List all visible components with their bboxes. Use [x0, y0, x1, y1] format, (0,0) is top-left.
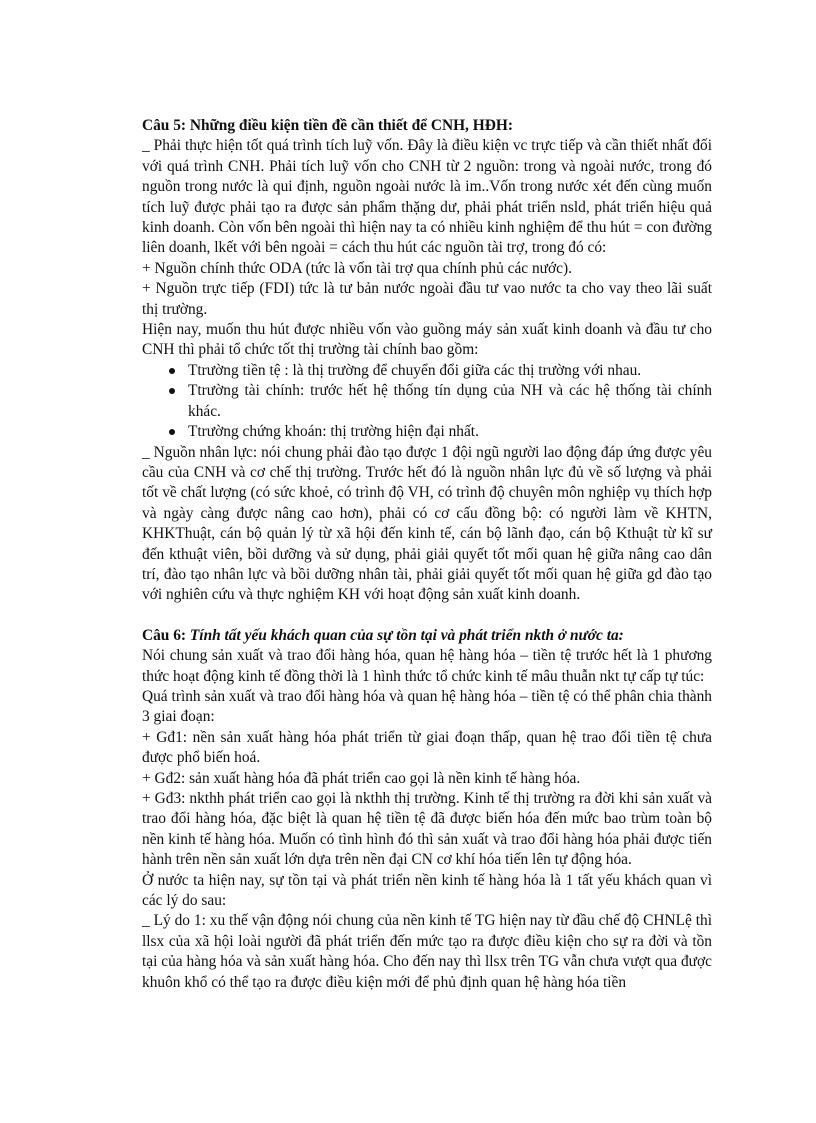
heading-emphasis: Tính tất yếu khách quan của sự tồn tại và phát triển nkth ở nước ta: [189, 626, 624, 644]
paragraph: Ở nước ta hiện nay, sự tồn tại và phát triển nền kinh tế hàng hóa là 1 tất yếu khách quan vì các lý do sau: [142, 871, 712, 910]
paragraph: Quá trình sản xuất và trao đổi hàng hóa và quan hệ hàng hóa – tiền tệ có thể phân chia thành 3 giai đoạn: [142, 687, 712, 726]
list-item [142, 422, 712, 442]
list-item-text: Ttrường tiền tệ : là thị trường để chuyển đổi giữa các thị trường với nhau. [188, 361, 642, 379]
list-item-text: Ttrường tài chính: trước hết hệ thống tín dụng của NH và các hệ thống tài chính khác. [188, 382, 712, 420]
paragraph: _ Nguồn nhân lực: nói chung phải đào tạo được 1 đội ngũ người lao động đáp ứng được yêu cầu của CNH và cơ chế thị trường. Trước hết đó là nguồn nhân lực đủ về số lượng và phải tốt về chất lượng (có sức khoẻ, có trình độ VH, có trình độ chuyên môn nghiệp vụ thích hợp và ngày càng được nâng cao hơn), phải có cơ cấu đồng bộ: có người làm về KHTN, KHKThuật, cán bộ quản lý từ xã hội đến kinh tế, cán bộ lãnh đạo, cán bộ Kthuật từ kĩ sư đến kthuật viên, bồi dưỡng và sử dụng, phải giải quyết tốt mối quan hệ giữa nâng cao dân trí, đào tạo nhân lực và bồi dưỡng nhân tài, phải giải quyết tốt mối quan hệ giữa gd đào tạo với nghiên cứu và thực nghiệm KH với hoạt động sản xuất kinh doanh. [142, 443, 712, 604]
section-spacer [142, 606, 712, 626]
bullet-icon [169, 368, 175, 374]
paragraph: + Nguồn chính thức ODA (tức là vốn tài trợ qua chính phủ các nước). [142, 259, 572, 277]
paragraph: + Nguồn trực tiếp (FDI) tức là tư bản nước ngoài đầu tư vao nước ta cho vay theo lãi suất thị trường. [142, 280, 712, 318]
paragraph: + Gđ1: nền sản xuất hàng hóa phát triển từ giai đoạn thấp, quan hệ trao đổi tiền tệ chưa được phổ biến hoá. [142, 728, 712, 767]
paragraph: _ Lý do 1: xu thế vận động nói chung của nền kinh tế TG hiện nay từ đầu chế độ CHNLệ thì llsx của xã hội loài người đã phát triển đến mức tạo ra được điều kiện cho sự ra đời và tồn tại của hàng hóa và sản xuất hàng hóa. Cho đến nay thì llsx trên TG vẫn chưa vượt qua được khuôn khổ có thể tạo ra được điều kiện mới để phủ định quan hệ hàng hóa tiền [142, 912, 712, 991]
bullet-list [142, 361, 712, 443]
paragraph: Nói chung sản xuất và trao đổi hàng hóa, quan hệ hàng hóa – tiền tệ trước hết là 1 phương thức hoạt động kinh tế đồng thời là 1 hình thức tổ chức kinh tế mâu thuẫn nkt tự cấp tự túc: [142, 647, 712, 685]
section-6-heading [142, 626, 712, 646]
list-item [142, 361, 712, 381]
heading-prefix: Câu 6: [142, 626, 190, 644]
section-5-heading: Câu 5: Những điều kiện tiền đề cần thiết để CNH, HĐH: [142, 117, 513, 134]
bullet-icon [169, 388, 175, 394]
list-item [142, 381, 712, 422]
paragraph: _ Phải thực hiện tốt quá trình tích luỹ vốn. Đây là điều kiện vc trực tiếp và cần thiết nhất đối với quá trình CNH. Phải tích luỹ vốn cho CNH từ 2 nguồn: trong và ngoài nước, trong đó nguồn trong nước là qui định, nguồn ngoài nước là im..Vốn trong nước xét đến cùng muốn tích luỹ được phải tạo ra được sản phẩm thặng dư, phải phát triển nsld, phát triển hiệu quả kinh doanh. Còn vốn bên ngoài thì hiện nay ta có nhiều kinh nghiệm để thu hút = con đường liên doanh, lkết với bên ngoài = cách thu hút các nguồn tài trợ, trong đó có: [142, 137, 712, 257]
paragraph: + Gđ3: nkthh phát triển cao gọi là nkthh thị trường. Kinh tế thị trường ra đời khi sản xuất và trao đổi hàng hóa, đặc biệt là quan hệ tiền tệ đã được biến hóa đến mức bao trùm toàn bộ nền kinh tế hàng hóa. Muốn có tình hình đó thì sản xuất và trao đổi hàng hóa phải được tiến hành trên nền sản xuất lớn dựa trên nền đại CN cơ khí hóa tiến lên tự động hóa. [142, 790, 712, 869]
section-cau-5 [142, 116, 712, 606]
paragraph: Hiện nay, muốn thu hút được nhiều vốn vào guồng máy sản xuất kinh doanh và đầu tư cho CNH thì phải tổ chức tốt thị trường tài chính bao gồm: [142, 321, 712, 359]
paragraph: + Gđ2: sản xuất hàng hóa đã phát triển cao gọi là nền kinh tế hàng hóa. [142, 769, 581, 787]
list-item-text: Ttrường chứng khoán: thị trường hiện đại nhất. [188, 423, 479, 441]
bullet-icon [169, 429, 175, 435]
section-cau-6 [142, 626, 712, 993]
